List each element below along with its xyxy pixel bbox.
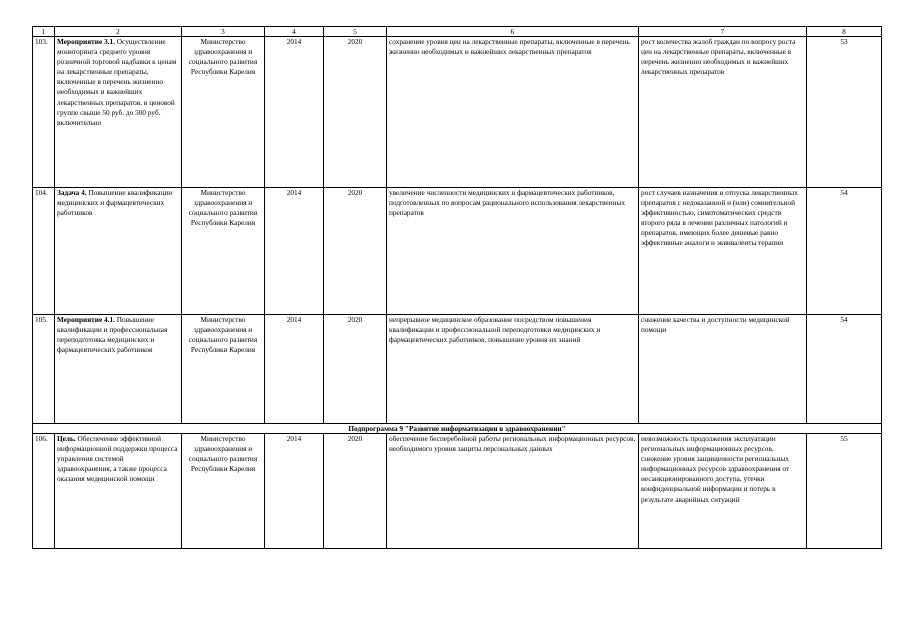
measure-cell bbox=[55, 315, 182, 424]
table-row bbox=[33, 188, 882, 315]
header-cell: 7 bbox=[639, 27, 807, 37]
header-cell: 1 bbox=[33, 27, 55, 37]
table-row bbox=[33, 434, 882, 549]
end-year: 2020 bbox=[324, 188, 387, 315]
measure-text: Повышение квалификации и профессиональная переподготовка медицинских и фармацевтических работников bbox=[57, 315, 168, 355]
measure-title: Цель. bbox=[57, 434, 76, 443]
measure-title: Задача 4. bbox=[57, 188, 87, 197]
measure-title: Мероприятие 4.1. bbox=[57, 315, 115, 324]
end-year: 2020 bbox=[324, 434, 387, 549]
table-row bbox=[33, 37, 882, 188]
consequence: рост случаев назначения и отпуска лекарственных препаратов с недоказанной и (или) сомнительной эффективностью, симптоматических средств второго ряда в лечении различных патологий и препаратов, имеющих более дешевые равно эффективные аналоги и эквиваленты терапии bbox=[639, 188, 807, 315]
header-cell: 8 bbox=[807, 27, 882, 37]
responsible-cell: Министерство здравоохранения и социального развития Республики Карелия bbox=[182, 188, 265, 315]
consequence: невозможность продолжения эксплуатации региональных информационных ресурсов, снижение уровня защищенности региональных информационных ресурсов здравоохранения от несанкционированного доступа, утечки конфиденциальной информации и потерь в результате аварийных ситуаций bbox=[639, 434, 807, 549]
header-row bbox=[33, 27, 882, 37]
expected-result: сохранение уровня цен на лекарственные препараты, включенные в перечень жизненно необходимых и важнейших лекарственных препаратов bbox=[387, 37, 639, 188]
responsible-cell: Министерство здравоохранения и социального развития Республики Карелия bbox=[182, 37, 265, 188]
measure-cell bbox=[55, 188, 182, 315]
end-year: 2020 bbox=[324, 315, 387, 424]
responsible-cell: Министерство здравоохранения и социального развития Республики Карелия bbox=[182, 315, 265, 424]
indicator: 54 bbox=[807, 315, 882, 424]
table-row bbox=[33, 315, 882, 424]
indicator: 53 bbox=[807, 37, 882, 188]
measure-text: Повышение квалификации медицинских и фармацевтических работников bbox=[57, 188, 173, 218]
start-year: 2014 bbox=[265, 315, 324, 424]
expected-result: увеличение численности медицинских и фармацевтических работников, подготовленных по вопросам рационального использования лекарственных препаратов bbox=[387, 188, 639, 315]
consequence: снижение качества и доступности медицинской помощи bbox=[639, 315, 807, 424]
measure-cell bbox=[55, 434, 182, 549]
measure-cell bbox=[55, 37, 182, 188]
subprogram-title: Подпрограмма 9 "Развитие информатизации в здравоохранении" bbox=[33, 424, 882, 434]
row-number: 103. bbox=[33, 37, 55, 188]
measure-text: Осуществление мониторинга среднего уровня розничной торговой надбавки к ценам на лекарственные препараты, включенные в перечень жизненно необходимых и важнейших лекарственных препаратов, в ценовой группе свыше 50 руб. до 500 руб. включительно bbox=[57, 37, 177, 127]
start-year: 2014 bbox=[265, 37, 324, 188]
consequence: рост количества жалоб граждан по вопросу роста цен на лекарственные препараты, включенные в перечень жизненно необходимых и важнейших лекарственных препаратов bbox=[639, 37, 807, 188]
header-cell: 6 bbox=[387, 27, 639, 37]
indicator: 55 bbox=[807, 434, 882, 549]
program-table bbox=[32, 26, 882, 549]
expected-result: непрерывное медицинское образование посредством повышения квалификации и профессиональной переподготовки медицинских и фармацевтических работников, повышение уровня их знаний bbox=[387, 315, 639, 424]
subprogram-row bbox=[33, 424, 882, 434]
responsible-cell: Министерство здравоохранения и социального развития Республики Карелия bbox=[182, 434, 265, 549]
row-number: 104. bbox=[33, 188, 55, 315]
header-cell: 2 bbox=[55, 27, 182, 37]
start-year: 2014 bbox=[265, 434, 324, 549]
measure-title: Мероприятие 3.1. bbox=[57, 37, 115, 46]
header-cell: 4 bbox=[265, 27, 324, 37]
end-year: 2020 bbox=[324, 37, 387, 188]
header-cell: 3 bbox=[182, 27, 265, 37]
row-number: 105. bbox=[33, 315, 55, 424]
measure-text: Обеспечение эффективной информационной поддержки процесса управления системой здравоохранения, а также процесса оказания медицинской помощи bbox=[57, 434, 178, 484]
expected-result: обеспечение бесперебойной работы региональных информационных ресурсов, необходимого уровня защиты персональных данных bbox=[387, 434, 639, 549]
header-cell: 5 bbox=[324, 27, 387, 37]
indicator: 54 bbox=[807, 188, 882, 315]
start-year: 2014 bbox=[265, 188, 324, 315]
row-number: 106. bbox=[33, 434, 55, 549]
